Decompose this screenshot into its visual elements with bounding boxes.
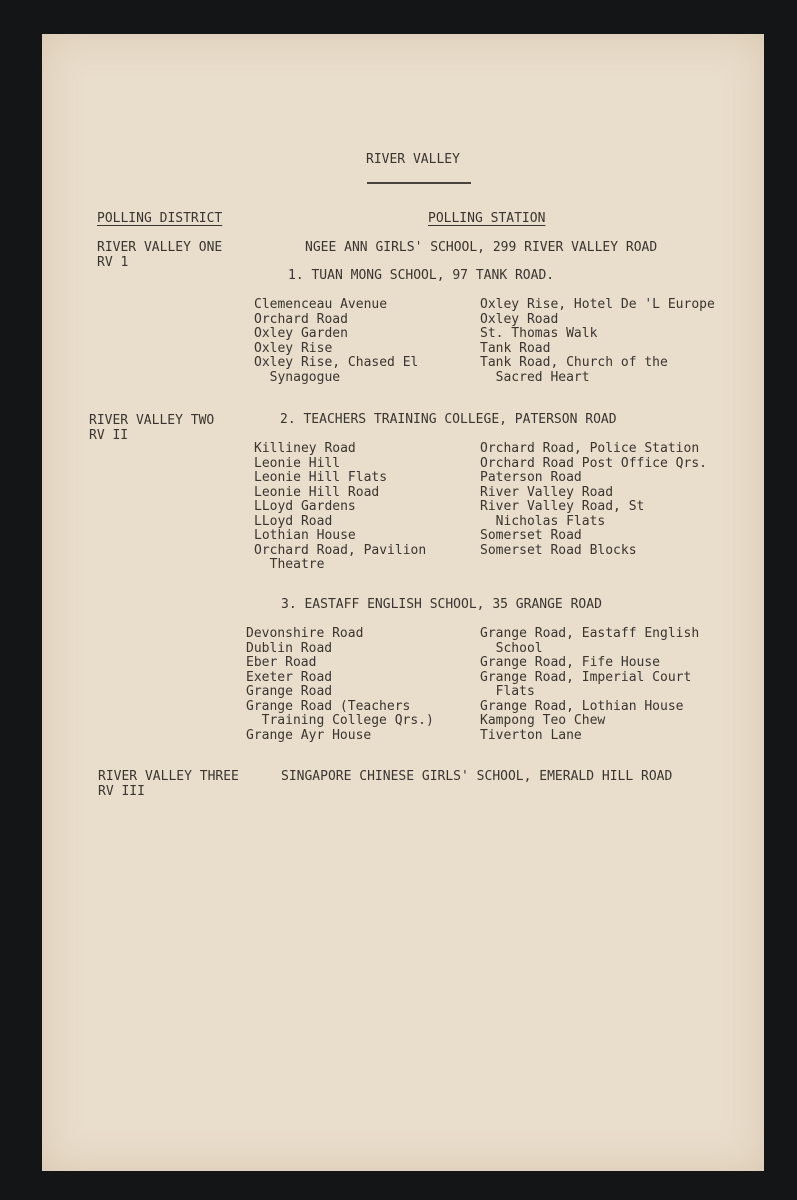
list-item: Theatre <box>254 557 325 572</box>
list-item: Oxley Rise, Hotel De 'L Europe <box>480 297 715 312</box>
list-item: Grange Road <box>246 684 333 699</box>
list-item: Grange Road (Teachers <box>246 698 411 714</box>
list-item: Training College Qrs.) <box>246 713 434 728</box>
district-name-rv3: RIVER VALLEY THREE <box>98 769 239 784</box>
list-item: Flats <box>480 684 535 699</box>
list-item: Leonie Hill Flats <box>254 470 388 485</box>
list-item: Lothian House <box>254 528 356 543</box>
list-item: School <box>480 640 543 656</box>
page-title: RIVER VALLEY <box>366 152 460 167</box>
main-station-rv1: NGEE ANN GIRLS' SCHOOL, 299 RIVER VALLEY ROAD <box>305 240 658 255</box>
district-code-rv2: RV II <box>89 428 129 443</box>
list-item: St. Thomas Walk <box>480 326 598 341</box>
list-item: Orchard Road, Police Station <box>480 441 700 456</box>
list-item: Grange Road, Fife House <box>480 655 661 670</box>
sub-station-3: 3. EASTAFF ENGLISH SCHOOL, 35 GRANGE ROAD <box>281 597 602 612</box>
title-underline <box>367 182 471 184</box>
list-item: Kampong Teo Chew <box>480 713 606 728</box>
district-name-rv1: RIVER VALLEY ONE <box>97 240 223 255</box>
list-item: LLoyd Road <box>254 513 333 529</box>
document-page <box>42 34 764 1171</box>
list-item: Oxley Rise, Chased El <box>254 355 419 370</box>
sub-station-2: 2. TEACHERS TRAINING COLLEGE, PATERSON ROAD <box>280 412 617 427</box>
list-item: Grange Ayr House <box>246 727 372 743</box>
list-item: Killiney Road <box>254 441 356 456</box>
list-item: River Valley Road, St <box>480 499 645 514</box>
district-code-rv1: RV 1 <box>97 255 129 270</box>
list-item: Leonie Hill Road <box>254 484 380 500</box>
list-item: Orchard Road <box>254 311 348 327</box>
list-item: Synagogue <box>254 369 341 385</box>
list-item: Grange Road, Imperial Court <box>480 669 692 685</box>
sub-station-1: 1. TUAN MONG SCHOOL, 97 TANK ROAD. <box>288 268 555 283</box>
header-polling-station: POLLING STATION <box>428 211 546 226</box>
header-polling-district: POLLING DISTRICT <box>97 211 223 226</box>
list-item: Somerset Road <box>480 528 582 543</box>
list-item: River Valley Road <box>480 484 614 500</box>
list-item: Tank Road <box>480 340 551 356</box>
district-code-rv3: RV III <box>98 784 145 799</box>
list-item: Oxley Road <box>480 311 559 327</box>
list-item: Clemenceau Avenue <box>254 297 388 312</box>
list-item: Paterson Road <box>480 470 582 485</box>
list-item: Leonie Hill <box>254 455 341 471</box>
district-name-rv2: RIVER VALLEY TWO <box>89 413 215 428</box>
list-item: Sacred Heart <box>480 369 590 385</box>
list-item: Orchard Road Post Office Qrs. <box>480 455 707 471</box>
list-item: Oxley Garden <box>254 326 348 341</box>
list-item: Orchard Road, Pavilion <box>254 542 427 558</box>
list-item: Eber Road <box>246 655 317 670</box>
list-item: Grange Road, Lothian House <box>480 698 684 714</box>
list-item: LLoyd Gardens <box>254 499 356 514</box>
list-item: Somerset Road Blocks <box>480 542 637 558</box>
list-item: Tiverton Lane <box>480 727 582 743</box>
list-item: Exeter Road <box>246 669 333 685</box>
main-station-rv3: SINGAPORE CHINESE GIRLS' SCHOOL, EMERALD HILL ROAD <box>281 769 673 784</box>
list-item: Devonshire Road <box>246 626 364 641</box>
list-item: Nicholas Flats <box>480 513 606 529</box>
list-item: Tank Road, Church of the <box>480 355 668 370</box>
list-item: Dublin Road <box>246 640 333 656</box>
list-item: Oxley Rise <box>254 340 333 356</box>
list-item: Grange Road, Eastaff English <box>480 626 700 641</box>
